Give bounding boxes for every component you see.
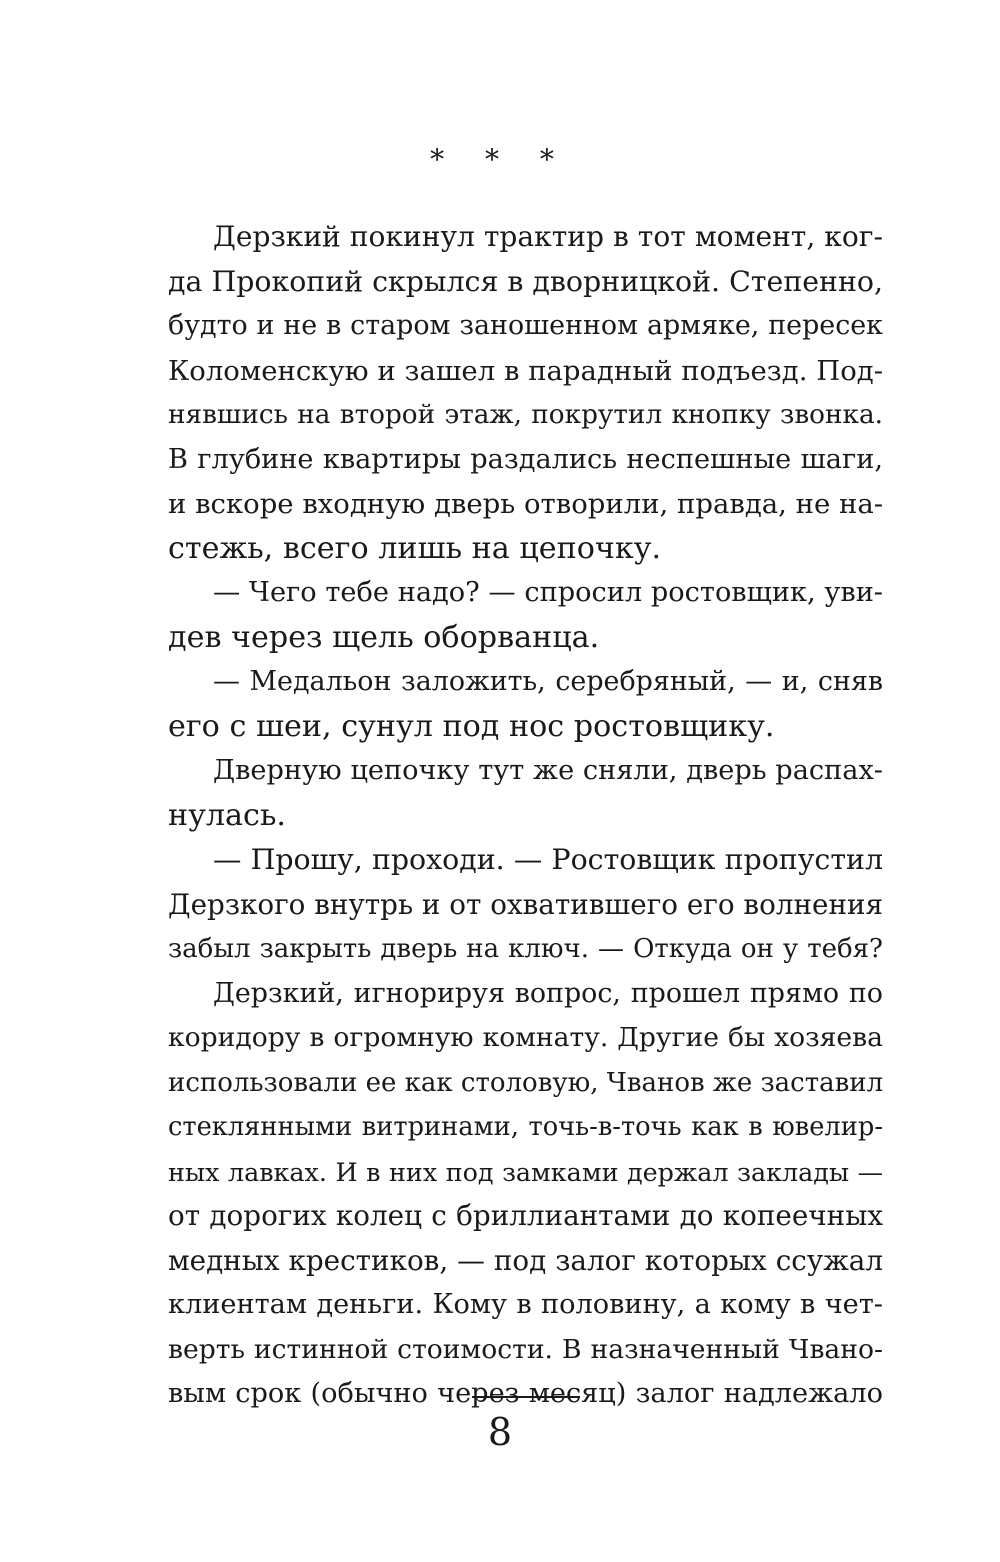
page-number: 8 (487, 1410, 513, 1454)
text-line: вым срок (обычно через месяц) залог надлежало (168, 1378, 883, 1409)
text-line: использовали ее как столовую, Чванов же заставил (168, 1067, 884, 1098)
section-separator: * * * (430, 143, 570, 176)
text-line: да Прокопий скрылся в дворницкой. Степенно, (168, 264, 883, 298)
text-line: будто и не в старом заношенном армяке, пересек (168, 310, 883, 341)
page-number-rule (472, 1396, 580, 1398)
text-line: Дерзкий, игнорируя вопрос, прошел прямо по (213, 977, 883, 1009)
text-line: коридору в огромную комнату. Другие бы хозяева (168, 1022, 883, 1053)
text-line: Коломенскую и зашел в парадный подъезд. Под- (168, 354, 883, 387)
text-line: — Медальон заложить, серебряный, — и, сняв (213, 666, 883, 697)
text-line: Дверную цепочку тут же сняли, дверь распах- (213, 755, 883, 786)
text-line: забыл закрыть дверь на ключ. — Откуда он у тебя? (168, 934, 883, 964)
text-line: стеклянными витринами, точь-в-точь как в ювелир- (168, 1112, 883, 1142)
text-line: — Прошу, проходи. — Ростовщик пропустил (213, 843, 883, 876)
text-line: и вскоре входную дверь отворили, правда, не на- (168, 488, 883, 520)
text-line: ных лавках. И в них под замками держал заклады — (168, 1156, 883, 1187)
text-line: стежь, всего лишь на цепочку. (168, 530, 662, 566)
text-line: нулась. (168, 797, 286, 833)
text-line: Дерзкого внутрь и от охватившего его волнения (168, 887, 884, 921)
text-line: Дерзкий покинул трактир в тот момент, ког- (213, 220, 883, 253)
text-line: — Чего тебе надо? — спросил ростовщик, уви- (213, 577, 883, 608)
body-text (168, 215, 883, 1417)
text-line: верть истинной стоимости. В назначенный Чвано- (168, 1333, 883, 1365)
text-line: его с шеи, сунул под нос ростовщику. (168, 708, 775, 744)
text-line: В глубине квартиры раздались неспешные шаги, (168, 443, 883, 475)
text-line: нявшись на второй этаж, покрутил кнопку звонка. (168, 400, 883, 430)
text-line: клиентам деньги. Кому в половину, а кому в чет- (168, 1289, 883, 1320)
text-line: медных крестиков, — под залог которых ссужал (168, 1243, 883, 1277)
text-line: дев через щель оборванца. (168, 619, 600, 655)
text-line: от дорогих колец с бриллиантами до копеечных (168, 1199, 883, 1232)
